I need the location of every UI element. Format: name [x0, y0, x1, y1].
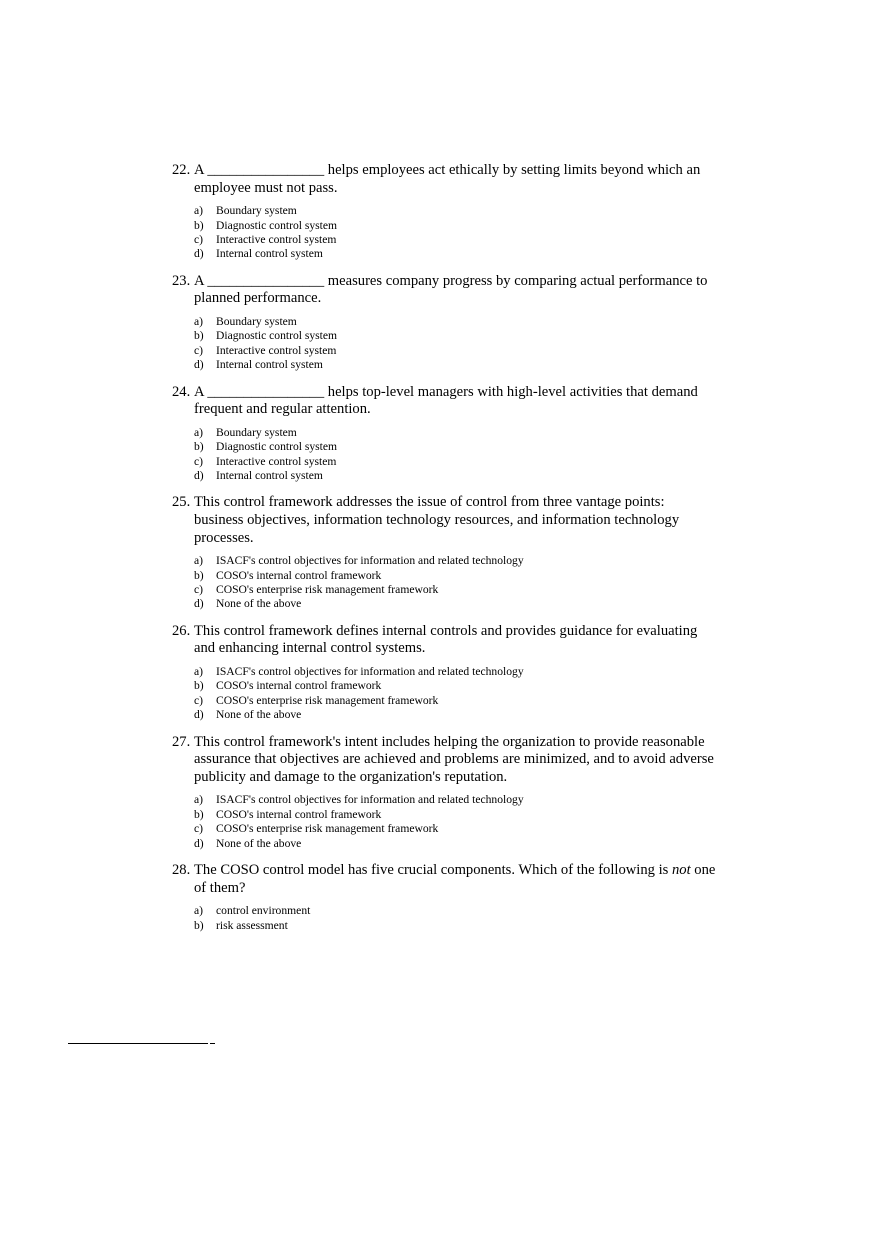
option-label: c) [194, 343, 204, 357]
option-label: b) [194, 440, 204, 454]
answer-option [194, 344, 717, 358]
option-label: d) [194, 836, 204, 850]
footnote-separator-tick [210, 1043, 215, 1044]
option-text: Interactive control system [216, 343, 337, 357]
question-block [172, 734, 717, 851]
answer-option [194, 204, 717, 218]
question-text-main: This control framework addresses the issue of control from three vantage points: business objectives, information technology resources, and information technology processes. [194, 494, 680, 546]
option-text: Interactive control system [216, 454, 337, 468]
option-label: c) [194, 454, 204, 468]
answer-option [194, 554, 717, 568]
answer-option [194, 455, 717, 469]
question-stem [172, 623, 717, 658]
option-label: a) [194, 665, 204, 679]
question-text-tail: one of them? [194, 862, 716, 896]
option-label: d) [194, 358, 204, 372]
question-text-main: This control framework defines internal controls and provides guidance for evaluating and enhancing internal control systems. [194, 622, 698, 657]
answer-option [194, 469, 717, 483]
answer-option [194, 440, 717, 454]
answer-option [194, 679, 717, 693]
option-text: Diagnostic control system [216, 329, 338, 343]
question-text [194, 384, 717, 419]
option-text: COSO's enterprise risk management framework [216, 822, 439, 836]
option-text: COSO's enterprise risk management framework [216, 693, 439, 707]
question-text [194, 273, 717, 308]
option-text: None of the above [216, 708, 302, 722]
option-label: b) [194, 679, 204, 693]
answer-option [194, 569, 717, 583]
answer-option [194, 793, 717, 807]
option-label: c) [194, 693, 204, 707]
option-label: a) [194, 204, 204, 218]
question-stem [172, 494, 717, 547]
answer-option [194, 583, 717, 597]
question-stem [172, 734, 717, 787]
question-text [194, 734, 717, 787]
option-label: c) [194, 583, 204, 597]
option-text: None of the above [216, 597, 302, 611]
question-block [172, 494, 717, 611]
answer-option [194, 808, 717, 822]
option-text: Boundary system [216, 315, 297, 328]
question-block [172, 384, 717, 484]
answer-options [194, 426, 717, 484]
question-text-main: This control framework's intent includes helping the organization to provide reasonable assurance that objectives are achieved and problems are minimized, and to avoid adverse publicity and damage to the organization's reputation. [194, 733, 714, 785]
option-label: c) [194, 822, 204, 836]
question-number: 23. [172, 272, 191, 289]
option-text: Boundary system [216, 425, 297, 439]
answer-option [194, 597, 717, 611]
option-label: a) [194, 904, 204, 918]
answer-option [194, 822, 717, 836]
question-stem [172, 384, 717, 419]
option-text: ISACF's control objectives for information and related technology [216, 554, 524, 568]
option-text: COSO's internal control framework [216, 807, 382, 821]
question-number: 27. [172, 733, 191, 750]
option-text: ISACF's control objectives for information and related technology [216, 665, 524, 679]
option-label: a) [194, 554, 204, 568]
question-number: 25. [172, 494, 191, 511]
option-label: b) [194, 568, 204, 582]
question-block [172, 273, 717, 373]
answer-option [194, 837, 717, 851]
option-label: b) [194, 329, 204, 343]
option-text: Boundary system [216, 204, 297, 218]
question-text-main: A ________________ helps employees act ethically by setting limits beyond which an employee must not pass. [194, 162, 701, 196]
answer-option [194, 708, 717, 722]
question-stem [172, 162, 717, 197]
answer-options [194, 554, 717, 612]
option-label: a) [194, 315, 204, 328]
question-number: 22. [172, 162, 191, 178]
option-label: a) [194, 793, 204, 807]
question-text [194, 162, 717, 197]
answer-options [194, 793, 717, 851]
answer-option [194, 426, 717, 440]
option-label: c) [194, 233, 204, 246]
answer-options [194, 204, 717, 262]
option-label: d) [194, 708, 204, 722]
answer-option [194, 358, 717, 372]
option-text: Diagnostic control system [216, 218, 338, 232]
question-text [194, 623, 717, 658]
answer-option [194, 665, 717, 679]
question-number: 24. [172, 383, 191, 400]
option-label: a) [194, 425, 204, 439]
question-block [172, 623, 717, 723]
answer-option [194, 247, 717, 261]
answer-option [194, 694, 717, 708]
question-block [172, 862, 717, 933]
question-number: 28. [172, 862, 191, 879]
answer-options [194, 665, 717, 723]
option-text: None of the above [216, 836, 302, 850]
question-text [194, 494, 717, 547]
option-label: b) [194, 218, 204, 232]
option-text: COSO's enterprise risk management framework [216, 583, 439, 597]
option-label: d) [194, 247, 204, 261]
option-text: Interactive control system [216, 233, 337, 246]
question-stem [172, 273, 717, 308]
question-text-main: The COSO control model has five crucial components. Which of the following is [194, 862, 672, 879]
question-number: 26. [172, 622, 191, 639]
option-label: d) [194, 597, 204, 611]
option-text: Diagnostic control system [216, 440, 338, 454]
question-stem [172, 862, 717, 897]
question-text-main: A ________________ helps top-level managers with high-level activities that demand frequent and regular attention. [194, 383, 698, 418]
question-text [194, 862, 717, 897]
footnote-separator [68, 1043, 208, 1044]
question-list [172, 162, 717, 944]
answer-option [194, 219, 717, 233]
option-text: risk assessment [216, 918, 288, 932]
option-label: b) [194, 807, 204, 821]
question-block [172, 162, 717, 262]
option-text: Internal control system [216, 358, 323, 372]
option-text: ISACF's control objectives for information and related technology [216, 793, 524, 807]
option-text: control environment [216, 904, 311, 918]
option-text: Internal control system [216, 469, 323, 483]
answer-options [194, 904, 717, 933]
answer-option [194, 233, 717, 247]
answer-option [194, 904, 717, 918]
answer-option [194, 315, 717, 329]
question-text-main: A ________________ measures company progress by comparing actual performance to planned performance. [194, 272, 708, 307]
answer-option [194, 329, 717, 343]
question-text-emphasis: not [671, 862, 691, 879]
option-text: COSO's internal control framework [216, 568, 382, 582]
option-label: b) [194, 918, 204, 932]
option-text: Internal control system [216, 247, 323, 261]
answer-option [194, 919, 717, 933]
option-text: COSO's internal control framework [216, 679, 382, 693]
option-label: d) [194, 469, 204, 483]
answer-options [194, 315, 717, 373]
